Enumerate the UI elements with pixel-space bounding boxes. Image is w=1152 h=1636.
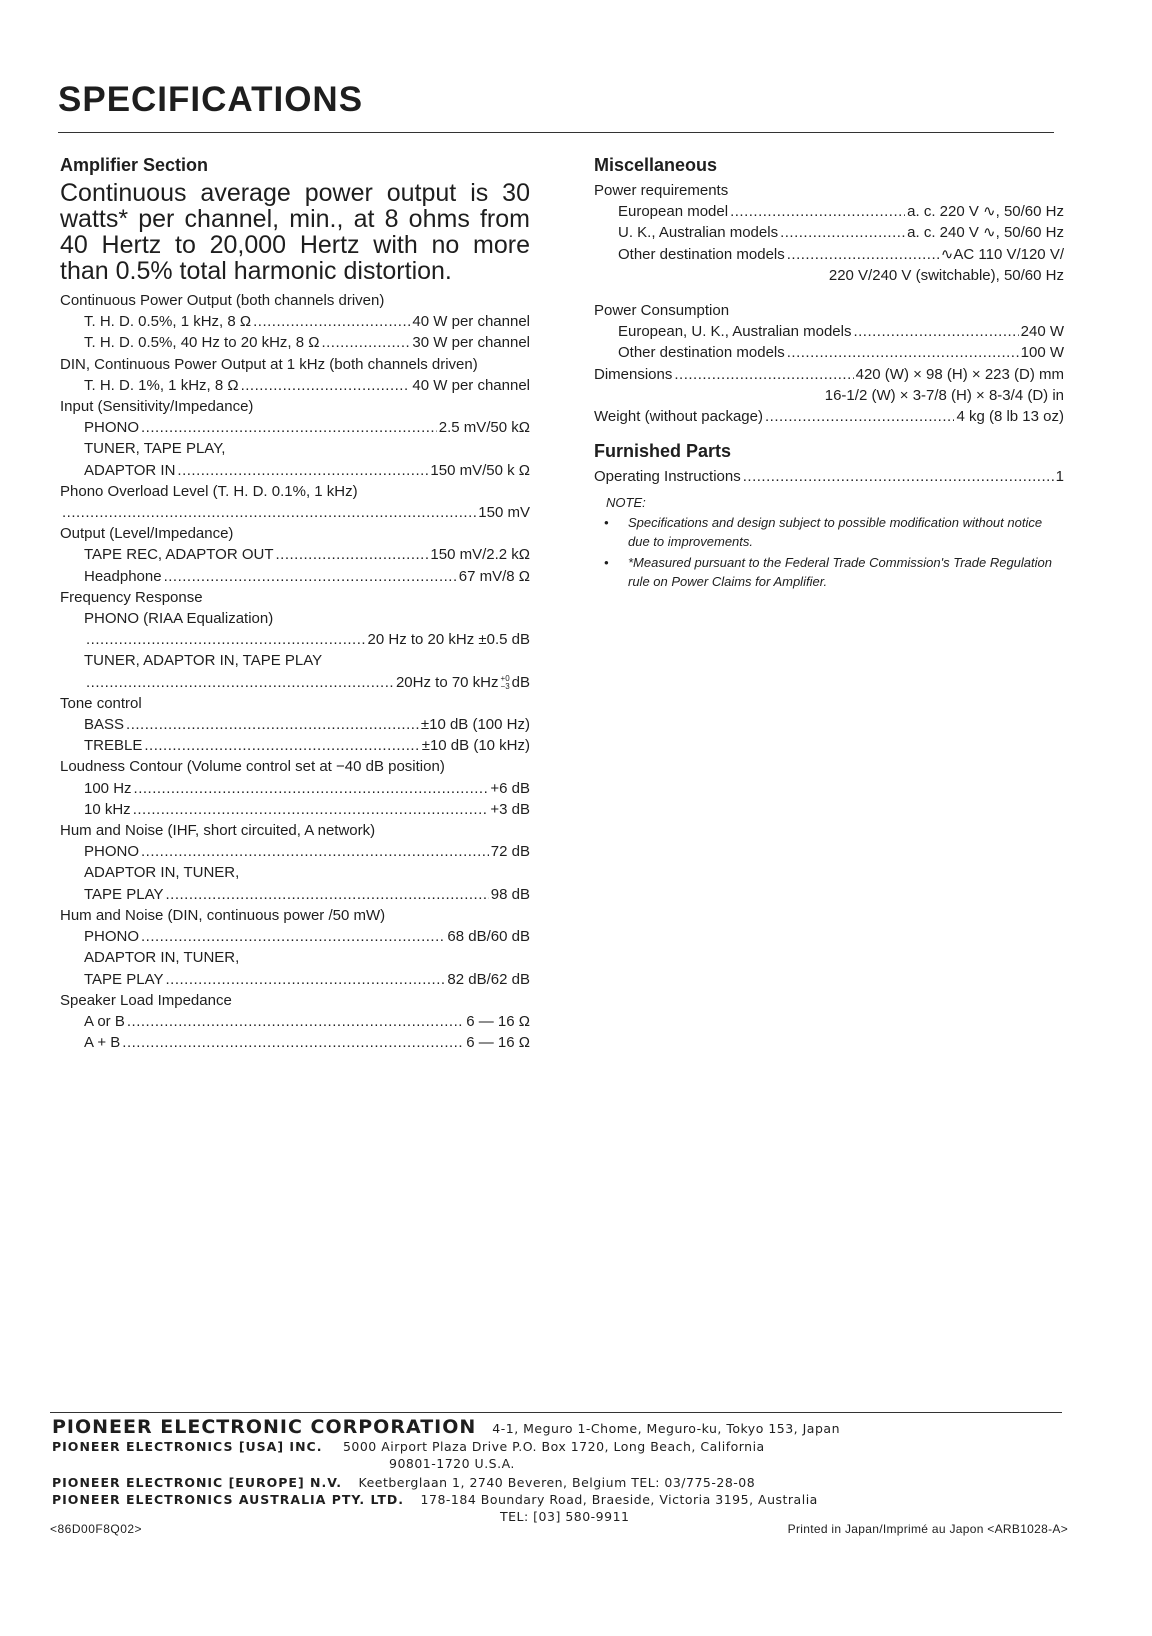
spec-row — [60, 566, 530, 587]
spec-row — [60, 332, 530, 353]
corporation-line — [52, 1416, 840, 1438]
spec-row — [60, 375, 530, 396]
office-usa — [52, 1439, 765, 1454]
dot-leader — [321, 332, 410, 353]
spec-value: 40 W per channel — [412, 376, 530, 394]
spec-row — [60, 778, 530, 799]
spec-label: Dimensions — [594, 365, 673, 383]
spec-group-label: Continuous Power Output (both channels driven) — [60, 292, 385, 309]
spec-row — [594, 244, 1064, 265]
dot-leader — [177, 460, 428, 481]
misc-section — [594, 155, 1064, 593]
spec-label: 10 kHz — [84, 800, 131, 818]
dot-leader — [62, 502, 476, 523]
spec-label: PHONO — [84, 928, 140, 946]
spec-label: PHONO — [84, 843, 140, 861]
spec-label: ADAPTOR IN, TUNER, — [84, 949, 240, 967]
note-label: NOTE: — [606, 495, 646, 511]
spec-label: ADAPTOR IN — [84, 461, 176, 479]
spacer — [594, 427, 1064, 441]
power-output-statement: Continuous average power output is 30 watts* per channel, min., at 8 ohms from 40 Hertz to 20,000 Hertz with no more than 0.5% total harmonic distortion. — [60, 179, 530, 285]
spec-row — [60, 460, 530, 481]
dot-leader — [141, 841, 489, 862]
spec-row — [60, 735, 530, 756]
spec-label: PHONO — [84, 419, 140, 437]
spec-label: TAPE REC, ADAPTOR OUT — [84, 546, 274, 564]
spec-group-label: Phono Overload Level (T. H. D. 0.1%, 1 kHz) — [60, 482, 358, 500]
printed-in: Printed in Japan/Imprimé au Japon <ARB1028-A> — [787, 1522, 1068, 1536]
spec-value: 1 — [1055, 468, 1064, 486]
spec-row — [594, 364, 1064, 385]
spec-group-label: Output (Level/Impedance) — [60, 525, 234, 543]
spec-row — [60, 1032, 530, 1053]
dot-leader — [86, 629, 366, 650]
spec-row — [594, 201, 1064, 222]
office-europe — [52, 1475, 755, 1490]
dot-leader — [275, 544, 428, 565]
note-text: Specifications and design subject to possible modification without notice due to improvements. — [628, 515, 1043, 550]
spec-value: 420 (W) × 98 (H) × 223 (D) mm — [855, 365, 1064, 383]
spec-value: a. c. 240 V ∿, 50/60 Hz — [907, 224, 1064, 242]
spec-label: European, U. K., Australian models — [618, 323, 852, 341]
spec-value: 220 V/240 V (switchable), 50/60 Hz — [828, 266, 1064, 284]
dot-leader — [141, 926, 445, 947]
office-australia — [52, 1492, 818, 1507]
dot-leader — [253, 311, 410, 332]
spec-group-label: Hum and Noise (DIN, continuous power /50 mW) — [60, 906, 386, 924]
spec-group-label: Loudness Contour (Volume control set at −40 dB position) — [60, 758, 445, 776]
bullet-icon: • — [604, 515, 609, 531]
corporation-address: 4-1, Meguro 1-Chome, Meguro-ku, Tokyo 153, Japan — [492, 1421, 840, 1436]
dot-leader — [674, 364, 853, 385]
misc-heading: Miscellaneous — [594, 155, 718, 175]
spec-row — [60, 799, 530, 820]
spec-row — [60, 672, 530, 693]
spec-value: 4 kg (8 lb 13 oz) — [956, 408, 1064, 426]
office-address: 178-184 Boundary Road, Braeside, Victoria 3195, Australia — [420, 1492, 818, 1507]
spec-row — [594, 466, 1064, 487]
spec-value: 82 dB/62 dB — [447, 970, 530, 988]
office-usa-zip: 90801-1720 U.S.A. — [389, 1456, 515, 1471]
spec-row — [594, 321, 1064, 342]
dot-leader — [86, 672, 394, 693]
spec-value: +6 dB — [490, 779, 530, 797]
spec-label: A + B — [84, 1034, 121, 1052]
spec-value: 150 mV/50 k Ω — [430, 461, 530, 479]
tolerance — [501, 675, 510, 691]
spec-row — [594, 406, 1064, 427]
dot-leader — [127, 1011, 464, 1032]
spec-row — [60, 417, 530, 438]
spec-row — [594, 222, 1064, 243]
dot-leader — [730, 201, 905, 222]
dot-leader — [765, 406, 954, 427]
spec-group-label: Power requirements — [594, 182, 729, 199]
spec-label: PHONO (RIAA Equalization) — [84, 610, 274, 628]
spec-value — [396, 672, 530, 693]
spec-group-label: Frequency Response — [60, 588, 203, 606]
footer-rule — [50, 1412, 1062, 1413]
spec-value: 20 Hz to 20 kHz ±0.5 dB — [367, 631, 530, 649]
spec-value: 6 — 16 Ω — [466, 1012, 530, 1030]
amplifier-heading: Amplifier Section — [60, 155, 209, 175]
spec-row — [60, 1011, 530, 1032]
spec-row — [60, 969, 530, 990]
dot-leader — [141, 417, 437, 438]
note-item — [594, 513, 1064, 551]
spec-label: Other destination models — [618, 344, 785, 362]
dot-leader — [743, 466, 1054, 487]
bullet-icon: • — [604, 555, 609, 571]
dot-leader — [134, 778, 489, 799]
spec-row — [60, 884, 530, 905]
furnished-heading: Furnished Parts — [594, 441, 732, 462]
spec-value: 67 mV/8 Ω — [458, 567, 530, 585]
dot-leader — [165, 884, 488, 905]
spec-value: ±10 dB (10 kHz) — [421, 737, 530, 755]
spec-label: BASS — [84, 716, 125, 734]
spec-unit: dB — [511, 673, 530, 691]
spec-label: A or B — [84, 1012, 125, 1030]
spec-row — [60, 926, 530, 947]
spec-group-label: DIN, Continuous Power Output at 1 kHz (both channels driven) — [60, 355, 478, 373]
amplifier-section — [60, 155, 530, 1053]
dot-leader — [133, 799, 489, 820]
document-code: <86D00F8Q02> — [50, 1522, 143, 1536]
spec-value: 68 dB/60 dB — [447, 928, 530, 946]
spec-value: 150 mV/2.2 kΩ — [430, 546, 530, 564]
spec-value: 72 dB — [490, 843, 530, 861]
spec-value: 6 — 16 Ω — [466, 1034, 530, 1052]
spec-group-label: Speaker Load Impedance — [60, 991, 232, 1009]
spec-label: TREBLE — [84, 737, 143, 755]
spec-value: 150 mV — [478, 504, 530, 522]
page-title: SPECIFICATIONS — [58, 80, 364, 119]
tolerance-minus: −3 — [500, 681, 510, 691]
spec-row — [594, 342, 1064, 363]
spec-label: T. H. D. 0.5%, 1 kHz, 8 Ω — [84, 313, 252, 331]
spec-value: a. c. 220 V ∿, 50/60 Hz — [907, 203, 1064, 221]
spec-row — [60, 544, 530, 565]
dot-leader — [853, 321, 1018, 342]
title-rule — [58, 132, 1054, 133]
spec-row — [60, 502, 530, 523]
spec-group-label: Hum and Noise (IHF, short circuited, A network) — [60, 822, 376, 840]
spec-value: +3 dB — [490, 800, 530, 818]
spec-value: 16-1/2 (W) × 3-7/8 (H) × 8-3/4 (D) in — [824, 386, 1064, 404]
tolerance-plus: +0 — [500, 673, 510, 683]
corporation-name: PIONEER ELECTRONIC CORPORATION — [52, 1416, 477, 1438]
spec-label: T. H. D. 0.5%, 40 Hz to 20 kHz, 8 Ω — [84, 334, 320, 352]
spec-value: ±10 dB (100 Hz) — [420, 716, 530, 734]
spec-row — [60, 311, 530, 332]
office-address: Keetberglaan 1, 2740 Beveren, Belgium TEL: 03/775-28-08 — [358, 1475, 756, 1490]
dot-leader — [164, 566, 457, 587]
spec-row — [60, 714, 530, 735]
spec-group-label: Power Consumption — [594, 302, 730, 320]
spec-label: 100 Hz — [84, 779, 132, 797]
spec-label: Weight (without package) — [594, 408, 763, 426]
office-address: 5000 Airport Plaza Drive P.O. Box 1720, Long Beach, California — [342, 1439, 765, 1454]
spec-group-label: Tone control — [60, 694, 142, 712]
office-australia-tel: TEL: [03] 580-9911 — [500, 1509, 630, 1524]
spec-value: 100 W — [1020, 344, 1064, 362]
dot-leader — [165, 969, 445, 990]
spec-label: T. H. D. 1%, 1 kHz, 8 Ω — [84, 376, 239, 394]
office-name: PIONEER ELECTRONICS AUSTRALIA PTY. LTD. — [52, 1492, 405, 1507]
note-text: *Measured pursuant to the Federal Trade Commission's Trade Regulation rule on Power Claims for Amplifier. — [628, 555, 1052, 590]
dot-leader — [787, 342, 1019, 363]
spec-row — [60, 629, 530, 650]
spec-label: European model — [618, 203, 729, 221]
spec-row — [594, 265, 1064, 286]
spec-label: U. K., Australian models — [618, 224, 779, 242]
spec-value: 98 dB — [490, 885, 530, 903]
spec-label: TUNER, ADAPTOR IN, TAPE PLAY — [84, 652, 323, 670]
spec-label: ADAPTOR IN, TUNER, — [84, 864, 240, 882]
spec-row — [594, 385, 1064, 406]
dot-leader — [144, 735, 419, 756]
spec-label: Other destination models — [618, 245, 785, 263]
spec-value: 2.5 mV/50 kΩ — [438, 419, 530, 437]
spec-value: 240 W — [1020, 323, 1064, 341]
spec-row — [60, 841, 530, 862]
dot-leader — [780, 222, 905, 243]
spacer — [594, 286, 1064, 300]
spec-value: ∿AC 110 V/120 V/ — [940, 245, 1064, 263]
spec-value: 40 W per channel — [412, 313, 530, 331]
office-name: PIONEER ELECTRONIC [EUROPE] N.V. — [52, 1475, 343, 1490]
spec-value-main: 20Hz to 70 kHz — [395, 673, 499, 691]
dot-leader — [122, 1032, 464, 1053]
spec-label: TAPE PLAY — [84, 970, 164, 988]
dot-leader — [126, 714, 419, 735]
dot-leader — [787, 244, 939, 265]
spec-label: Headphone — [84, 567, 162, 585]
spec-label: TAPE PLAY — [84, 885, 164, 903]
spec-label: Operating Instructions — [594, 468, 741, 486]
note-item — [594, 553, 1064, 591]
office-name: PIONEER ELECTRONICS [USA] INC. — [52, 1439, 323, 1454]
spec-group-label: Input (Sensitivity/Impedance) — [60, 398, 254, 416]
dot-leader — [241, 375, 411, 396]
spec-label: TUNER, TAPE PLAY, — [84, 440, 226, 458]
spec-value: 30 W per channel — [412, 334, 530, 352]
